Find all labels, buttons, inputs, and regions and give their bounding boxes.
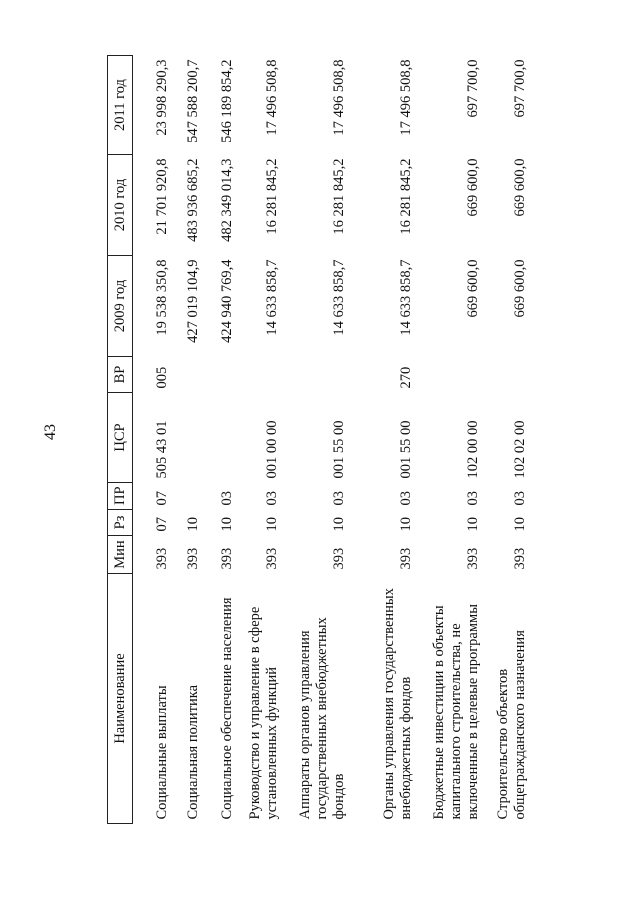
row-csr: 001 00 00: [264, 420, 280, 479]
row-name: Социальные выплаты: [154, 685, 170, 820]
table-row: [482, 56, 529, 824]
row-2011: 546 189 854,2: [219, 59, 235, 143]
row-2009: 427 019 104,9: [185, 259, 201, 343]
row-min: 393: [331, 547, 347, 570]
row-min: 393: [398, 547, 414, 570]
table-row: [143, 56, 171, 824]
row-name: Строительство объектов общегражданского назначения: [495, 630, 528, 820]
row-2011: 17 496 508,8: [264, 59, 280, 136]
row-2010: 669 600,0: [465, 158, 481, 217]
row-csr: 102 02 00: [512, 420, 528, 479]
row-min: 393: [465, 547, 481, 570]
table-row: [202, 56, 236, 824]
row-2009: 14 633 858,7: [264, 259, 280, 336]
row-pr: 03: [331, 491, 347, 506]
row-2011: 697 700,0: [512, 59, 528, 118]
row-rz: 10: [264, 517, 280, 532]
header-vr: ВР: [108, 357, 133, 393]
row-vr: [202, 357, 236, 393]
row-2010: 16 281 845,2: [264, 158, 280, 235]
row-2010: 482 349 014,3: [219, 158, 235, 242]
row-rz: 10: [219, 517, 235, 532]
row-name: Бюджетные инвестиции в объекты капитального строительства, не включенные в целевые программы: [431, 604, 481, 820]
row-2010: 16 281 845,2: [331, 158, 347, 235]
header-pr: ПР: [108, 483, 133, 510]
row-2009: 14 633 858,7: [331, 259, 347, 336]
row-vr: [482, 357, 529, 393]
table-row: [281, 56, 348, 824]
row-name: Органы управления государственных внебюджетных фондов: [381, 588, 414, 820]
page-number: 43: [42, 424, 59, 440]
row-name: Социальное обеспечение населения: [219, 597, 235, 820]
table-row: [348, 56, 415, 824]
row-csr: 102 00 00: [465, 420, 481, 479]
header-2009: 2009 год: [108, 256, 133, 357]
row-vr: [236, 357, 281, 393]
header-csr: ЦСР: [108, 393, 133, 483]
row-pr: 03: [219, 491, 235, 506]
header-name: Наименование: [108, 574, 133, 824]
row-vr: [171, 357, 202, 393]
header-2011: 2011 год: [108, 56, 133, 155]
row-2009: 14 633 858,7: [398, 259, 414, 336]
row-min: 393: [264, 547, 280, 570]
row-csr: [202, 393, 236, 483]
row-2010: 16 281 845,2: [398, 158, 414, 235]
row-vr: 005: [154, 366, 170, 389]
table-row: [415, 56, 482, 824]
row-2009: 669 600,0: [465, 259, 481, 318]
row-2010: 21 701 920,8: [154, 158, 170, 235]
row-vr: 270: [398, 366, 414, 389]
row-rz: 10: [465, 517, 481, 532]
row-pr: 03: [264, 491, 280, 506]
row-2009: 19 538 350,8: [154, 259, 170, 336]
row-csr: 505 43 01: [154, 420, 170, 479]
row-pr: 07: [154, 491, 170, 506]
header-rz: Рз: [108, 510, 133, 536]
row-2011: 17 496 508,8: [398, 59, 414, 136]
row-rz: 10: [512, 517, 528, 532]
row-csr: 001 55 00: [331, 420, 347, 479]
row-2011: 23 998 290,3: [154, 59, 170, 136]
row-vr: [281, 357, 348, 393]
row-name: Аппараты органов управления государственных внебюджетных фондов: [297, 617, 347, 820]
row-vr: [415, 357, 482, 393]
row-min: 393: [154, 547, 170, 570]
row-csr: [171, 393, 202, 483]
row-2010: 669 600,0: [512, 158, 528, 217]
row-min: 393: [185, 547, 201, 570]
table-row: [171, 56, 202, 824]
row-rz: 10: [331, 517, 347, 532]
row-name: Руководство и управление в сфере установленных функций: [247, 606, 280, 820]
header-row: [108, 56, 133, 824]
row-pr: 03: [465, 491, 481, 506]
budget-table: [107, 55, 529, 824]
row-rz: 10: [185, 517, 201, 532]
row-pr: 03: [512, 491, 528, 506]
table-row: [236, 56, 281, 824]
row-min: 393: [219, 547, 235, 570]
header-min: Мин: [108, 536, 133, 574]
row-2009: 424 940 769,4: [219, 259, 235, 343]
row-csr: 001 55 00: [398, 420, 414, 479]
row-name: Социальная политика: [185, 684, 201, 820]
row-2011: 17 496 508,8: [331, 59, 347, 136]
row-2011: 547 588 200,7: [185, 59, 201, 143]
row-min: 393: [512, 547, 528, 570]
row-pr: [171, 483, 202, 510]
row-2009: 669 600,0: [512, 259, 528, 318]
row-2011: 697 700,0: [465, 59, 481, 118]
row-rz: 10: [398, 517, 414, 532]
row-pr: 03: [398, 491, 414, 506]
row-2010: 483 936 685,2: [185, 158, 201, 242]
row-rz: 07: [154, 517, 170, 532]
header-2010: 2010 год: [108, 155, 133, 256]
